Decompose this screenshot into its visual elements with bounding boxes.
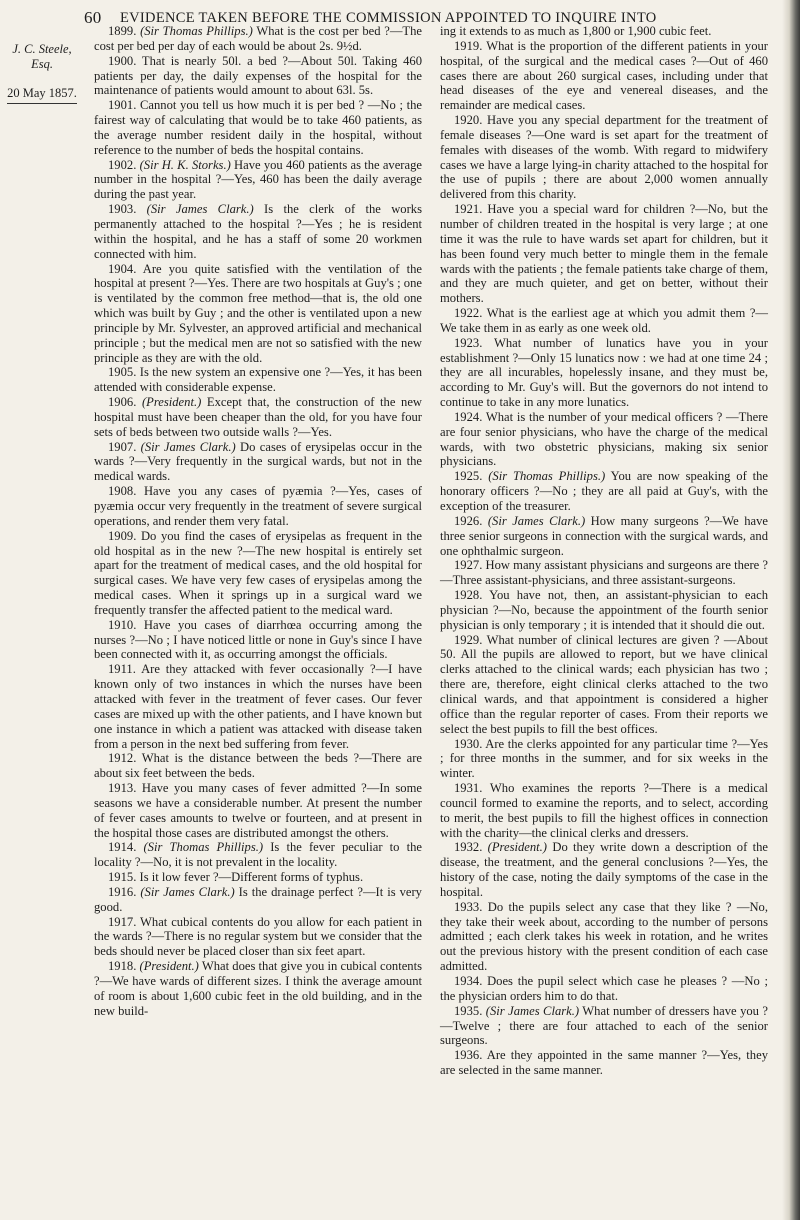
testimony-text: How many surgeons ?—We have three senior surgeons in connection with the surgical wards, and one ophthalmic surgeon.: [440, 513, 768, 558]
testimony-text: Are you quite satisfied with the ventilation of the hospital at present ?—Yes. There are two hospitals at Guy's ; one is ventilated by the common free method—that is, the old one which was built by Guy ; and the other is ventilated upon a new principle by Mr. Sylvester, an approved artificial and mechanical principle ; but the medical men are not so satisfied with the new principle as they are with the old.: [94, 261, 422, 365]
left-column: [94, 24, 422, 1019]
question-number: 1908.: [108, 484, 137, 499]
testimony-paragraph: [440, 113, 768, 202]
margin-note: [6, 42, 78, 104]
margin-rule: [7, 103, 77, 104]
question-number: 1914.: [108, 840, 137, 855]
question-number: 1900.: [108, 53, 137, 68]
question-number: 1905.: [108, 365, 137, 380]
testimony-text: That is nearly 50l. a bed ?—About 50l. Taking 460 patients per day, the daily expenses of the hospital for the maintenance of patients would amount to about 63l. 5s.: [94, 53, 422, 98]
testimony-paragraph: [440, 336, 768, 410]
question-number: 1918.: [108, 959, 137, 974]
question-number: 1921.: [454, 202, 483, 217]
question-number: 1926.: [454, 513, 483, 528]
speaker: (President.): [139, 959, 199, 974]
testimony-text: What is the distance between the beds ?—There are about six feet between the beds.: [94, 751, 423, 781]
question-number: 1935.: [454, 1003, 483, 1018]
testimony-text: Have you any cases of pyæmia ?—Yes, cases of pyæmia occur very frequently in the treatment of severe surgical operations, and render them very fatal.: [94, 484, 422, 528]
testimony-paragraph: [440, 39, 768, 113]
page-edge-shadow: [782, 0, 800, 1220]
testimony-paragraph: [440, 202, 768, 306]
question-number: 1924.: [454, 409, 483, 424]
question-number: 1916.: [108, 884, 137, 899]
testimony-text: What is the proportion of the different patients in your hospital, of the surgical and the medical cases ?—Out of 460 cases there are about 260 surgical cases, including under that head diseases of the eye and venereal diseases, and the remainder are medical cases.: [440, 38, 768, 113]
testimony-paragraph: [94, 840, 422, 870]
question-number: 1933.: [454, 899, 483, 914]
testimony-paragraph: [94, 24, 422, 54]
testimony-paragraph: [94, 781, 422, 840]
testimony-paragraph: [440, 306, 768, 336]
testimony-paragraph: [440, 1048, 768, 1078]
testimony-paragraph: [440, 633, 768, 737]
testimony-text: Have you many cases of fever admitted ?—In some seasons we have a considerable number. At present the number of fever cases amounts to twelve or fourteen, and at present in the hospital those cases are distributed amongst the others.: [94, 781, 422, 840]
testimony-text: Does the pupil select which case he pleases ? —No ; the physician orders him to do that.: [440, 974, 768, 1003]
testimony-paragraph: [94, 870, 422, 885]
question-number: 1934.: [454, 974, 483, 988]
testimony-text: Have you a special ward for children ?—No, but the number of children treated in the hospital is very large ; at one time it was the rule to have wards set apart for children, but it has been found very much better to mingle them in the female wards with the patients ; the female patients take charge of them, and they are much quieter, and get on better, without their mothers.: [440, 202, 768, 306]
testimony-paragraph: [94, 529, 422, 618]
testimony-paragraph: [440, 781, 768, 840]
testimony-text: Do the pupils select any case that they like ? —No, they take their week about, according to the number of persons admitted ; each clerk takes his week in rotation, and he writes out the previous history with the present condition of each case admitted.: [440, 899, 768, 974]
testimony-paragraph: [440, 469, 768, 514]
testimony-text: ing it extends to as much as 1,800 or 1,900 cubic feet.: [440, 24, 712, 38]
testimony-text: Is it low fever ?—Different forms of typhus.: [139, 870, 364, 885]
testimony-paragraph: [94, 959, 422, 1018]
question-number: 1922.: [454, 306, 483, 321]
question-number: 1936.: [454, 1048, 483, 1063]
testimony-text: What is the earliest age at which you admit them ?—We take them in as early as one week old.: [440, 306, 769, 335]
question-number: 1927.: [454, 558, 483, 573]
testimony-paragraph: [440, 588, 768, 633]
testimony-text: Are they appointed in the same manner ?—Yes, they are selected in the same manner.: [440, 1048, 768, 1078]
question-number: 1928.: [454, 588, 483, 603]
testimony-paragraph: [94, 54, 422, 99]
testimony-paragraph: [94, 885, 422, 915]
question-number: 1917.: [108, 914, 137, 929]
question-number: 1932.: [454, 840, 483, 855]
testimony-paragraph: [440, 558, 768, 588]
testimony-text: What cubical contents do you allow for each patient in the wards ?—There is no regular system but we consider that the beds should never be placed closer than six feet apart.: [94, 914, 423, 959]
testimony-text: What number of lunatics have you in your establishment ?—Only 15 lunatics now : we had at one time 24 ; they are all incurables, hopelessly insane, and they must be, according to Mr. Guy's will. But the governors do not intend to continue to take in any more lunatics.: [440, 335, 768, 410]
testimony-text: Do you find the cases of erysipelas as frequent in the old hospital as in the new ?—The new hospital is entirely set apart for the treatment of medical cases, and the old hospital for surgical cases. We have very few cases of erysipelas among the medical cases. When it springs up in a surgical ward we frequently transfer the affected patient to the medical ward.: [94, 528, 422, 617]
question-number: 1903.: [108, 202, 137, 217]
speaker: (President.): [141, 395, 202, 410]
testimony-paragraph: [440, 840, 768, 899]
question-number: 1899.: [108, 24, 137, 38]
testimony-text: You have not, then, an assistant-physician to each physician ?—No, because the appointment of the fourth senior physician is only temporary ; it is intended that it should die out.: [440, 588, 768, 632]
question-number: 1911.: [108, 662, 136, 677]
testimony-text: What is the number of your medical officers ? —There are four senior physicians, who have the charge of the medical wards, with two obstetric physicians, making six senior physicians.: [440, 409, 769, 469]
testimony-paragraph: [94, 662, 422, 751]
testimony-text: What number of dressers have you ?—Twelve ; there are four attached to each of the senior surgeons.: [440, 1003, 768, 1048]
testimony-paragraph: [440, 24, 768, 39]
speaker: (Sir Thomas Phillips.): [140, 24, 253, 38]
witness-name: J. C. Steele, Esq.: [12, 42, 72, 71]
testimony-paragraph: [94, 202, 422, 261]
testimony-text: Who examines the reports ?—There is a medical council formed to examine the reports, and to select, according to merit, the best pupils to fill the highest offices in connection with the charity—the clinical clerks and dressers.: [440, 781, 769, 840]
testimony-text: Have you 460 patients as the average number in the hospital ?—Yes, 460 has been the daily average during the past year.: [94, 157, 422, 202]
question-number: 1920.: [454, 113, 483, 128]
testimony-paragraph: [440, 737, 768, 782]
testimony-text: What number of clinical lectures are given ? —About 50. All the pupils are allowed to report, but we have clinical clerks attached to the clinical wards; each physician has two ; there are, therefore, eight clinical clerks attached to the two clinical wards, and that appointment is considered a higher office than the regular reporter of cases. From their reports we select the best pupils to fill the best offices.: [440, 632, 768, 736]
question-number: 1929.: [454, 632, 483, 647]
testimony-paragraph: [440, 1004, 768, 1049]
testimony-paragraph: [440, 974, 768, 1004]
question-number: 1907.: [108, 439, 137, 454]
testimony-text: Is the new system an expensive one ?—Yes, it has been attended with considerable expense.: [94, 365, 422, 395]
speaker: (Sir Thomas Phillips.): [143, 840, 264, 855]
question-number: 1931.: [454, 781, 483, 796]
speaker: (Sir H. K. Storks.): [139, 157, 231, 172]
running-head: EVIDENCE TAKEN BEFORE THE COMMISSION APPOINTED TO INQUIRE INTO: [120, 10, 657, 26]
testimony-paragraph: [440, 900, 768, 974]
right-column: [440, 24, 768, 1078]
question-number: 1915.: [108, 870, 137, 885]
testimony-paragraph: [94, 751, 422, 781]
question-number: 1912.: [108, 751, 137, 766]
testimony-paragraph: [94, 395, 422, 440]
question-number: 1925.: [454, 469, 483, 484]
speaker: (President.): [487, 840, 548, 855]
testimony-text: Are they attacked with fever occasionally ?—I have known only of two instances in which the nurses have been attacked with fever in the treatment of fever cases. Our fever cases are mixed up with the other patients, and I have known but one instance in which a patient was attacked with disease taken from a person in the next bed suffering from fever.: [94, 662, 422, 751]
speaker: (Sir James Clark.): [146, 202, 254, 217]
testimony-text: You are now speaking of the honorary officers ?—No ; they are all paid at Guy's, with the exception of the treasurer.: [440, 469, 768, 513]
testimony-text: Do they write down a description of the disease, the treatment, and the general conclusions ?—Yes, the history of the case, noting the daily symptoms of the case in the hospital.: [440, 840, 768, 899]
testimony-text: Is the clerk of the works permanently attached to the hospital ?—Yes ; he is resident within the hospital, and he has a staff of some 20 workmen connected with him.: [94, 202, 422, 261]
speaker: (Sir Thomas Phillips.): [488, 469, 606, 484]
testimony-paragraph: [94, 262, 422, 366]
testimony-text: Have you any special department for the treatment of female diseases ?—One ward is set apart for the treatment of females with diseases of the womb. With regard to midwifery cases we have a large lying-in charity attached to the hospital for the use of pupils ; there are about 2,000 women annually delivered from this charity.: [440, 113, 768, 202]
testimony-paragraph: [94, 440, 422, 485]
testimony-text: Are the clerks appointed for any particular time ?—Yes ; for three months in the summer, and for six weeks in the winter.: [440, 736, 768, 781]
testimony-paragraph: [94, 484, 422, 529]
testimony-text: What is the cost per bed ?—The cost per bed per day of each would be about 2s. 9½d.: [94, 24, 422, 53]
testimony-text: Is the drainage perfect ?—It is very good.: [94, 884, 422, 914]
testimony-text: What does that give you in cubical contents ?—We have wards of different sizes. I think the average amount of room is about 1,600 cubic feet in the old building, and in the new build-: [94, 959, 423, 1018]
question-number: 1930.: [454, 736, 483, 751]
testimony-text: Is the fever peculiar to the locality ?—No, it is not prevalent in the locality.: [94, 840, 422, 870]
question-number: 1906.: [108, 395, 137, 410]
speaker: (Sir James Clark.): [140, 884, 235, 899]
testimony-text: Do cases of erysipelas occur in the wards ?—Very frequently in the surgical wards, but not in the medical wards.: [94, 439, 422, 484]
testimony-text: Except that, the construction of the new hospital must have been cheaper than the old, for you have four sets of beds between two outside walls ?—Yes.: [94, 395, 423, 439]
testimony-paragraph: [440, 410, 768, 469]
question-number: 1902.: [108, 157, 137, 172]
page-number: 60: [84, 8, 102, 27]
testimony-date: 20 May 1857.: [7, 86, 77, 100]
question-number: 1904.: [108, 261, 137, 276]
question-number: 1901.: [108, 98, 137, 113]
speaker: (Sir James Clark.): [487, 513, 586, 528]
testimony-paragraph: [94, 365, 422, 395]
question-number: 1909.: [108, 528, 137, 543]
testimony-paragraph: [94, 618, 422, 663]
testimony-paragraph: [440, 514, 768, 559]
speaker: (Sir James Clark.): [140, 439, 236, 454]
speaker: (Sir James Clark.): [485, 1003, 580, 1018]
question-number: 1919.: [454, 38, 483, 53]
testimony-paragraph: [94, 158, 422, 203]
question-number: 1923.: [454, 335, 483, 350]
testimony-text: Cannot you tell us how much it is per bed ? —No ; the fairest way of calculating that would be to take 460 patients, as the average number resident daily in the hospital, without reference to the number of beds the hospital contains.: [94, 98, 422, 157]
question-number: 1913.: [108, 781, 137, 796]
question-number: 1910.: [108, 617, 137, 632]
testimony-text: Have you cases of diarrhœa occurring among the nurses ?—No ; I have noticed little or none in Guy's since I have been connected with it, as occurring amongst the officials.: [94, 617, 422, 662]
testimony-text: How many assistant physicians and surgeons are there ?—Three assistant-physicians, and three assistant-surgeons.: [440, 558, 768, 588]
testimony-paragraph: [94, 98, 422, 157]
testimony-paragraph: [94, 915, 422, 960]
